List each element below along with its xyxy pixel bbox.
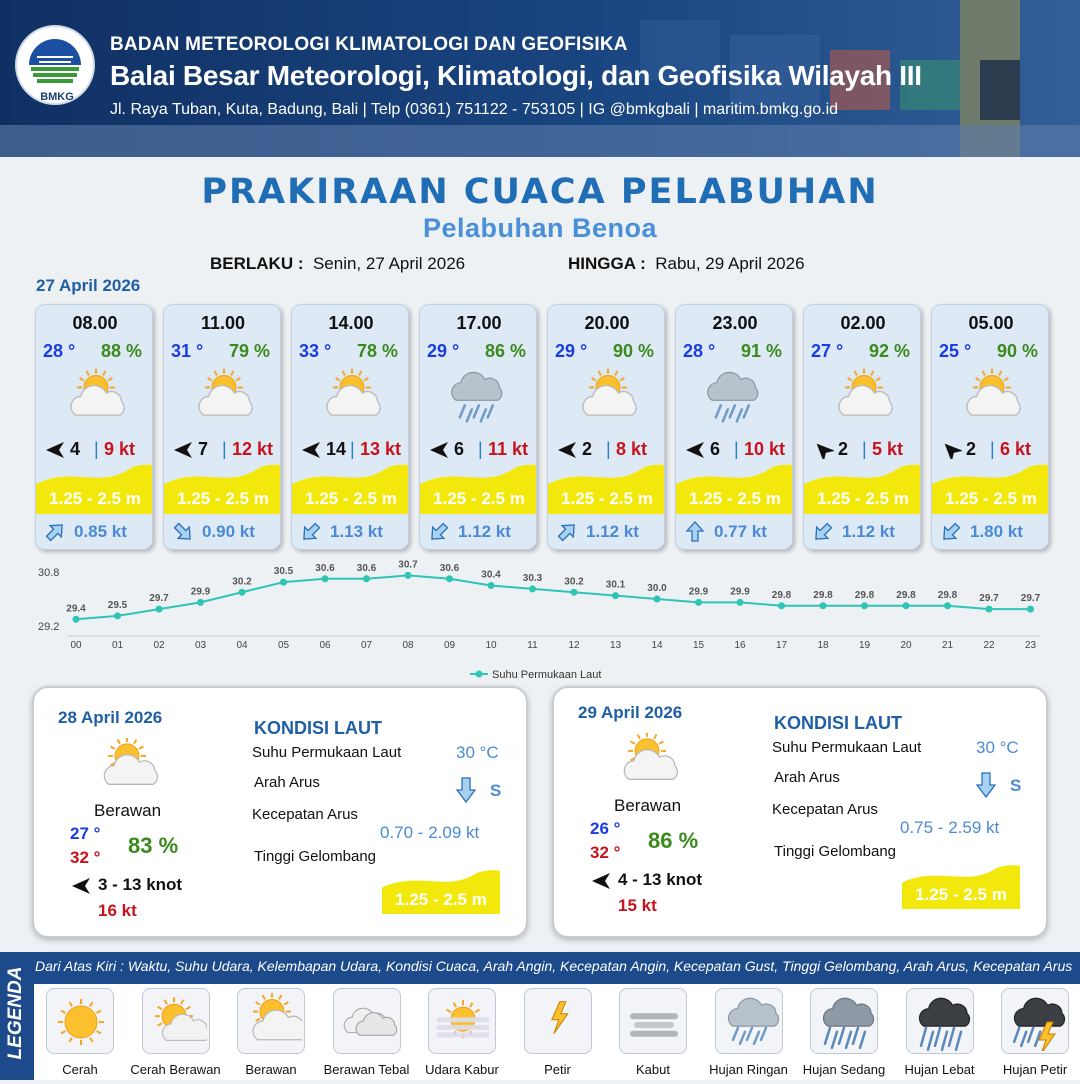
card-separator: |	[734, 439, 739, 459]
legend-item	[227, 988, 315, 1084]
x-tick-label: 01	[111, 640, 124, 651]
x-tick-label: 22	[983, 640, 995, 651]
card-gust: 6 kt	[1000, 439, 1032, 459]
berawan-icon	[186, 367, 262, 431]
day-temp-max: 32 °	[590, 843, 621, 862]
card-humidity: 91 %	[740, 341, 782, 361]
wind-direction-icon	[590, 872, 612, 890]
x-tick-label: 14	[651, 640, 663, 651]
x-tick-label: 20	[900, 640, 912, 651]
data-label: 29.7	[1020, 593, 1041, 605]
card-gust: 12 kt	[232, 439, 274, 459]
card-time: 08.00	[72, 313, 118, 333]
card-temperature: 33 °	[299, 341, 332, 361]
card-gust: 8 kt	[616, 439, 648, 459]
x-tick-label: 18	[817, 640, 829, 651]
data-point	[114, 612, 121, 619]
current-direction-icon	[554, 519, 580, 545]
data-label: 29.8	[813, 589, 833, 601]
day-wind: 4 - 13 knot	[618, 870, 703, 889]
legend-item	[323, 988, 411, 1084]
x-tick-label: 23	[1024, 640, 1037, 651]
data-point	[239, 589, 246, 596]
card-gust: 11 kt	[488, 439, 529, 459]
data-label: 29.8	[854, 589, 875, 601]
current-direction-icon	[682, 519, 708, 545]
x-tick-label: 21	[941, 640, 954, 651]
legend-icon-box	[237, 988, 305, 1054]
legend-item-name: Hujan Petir	[1002, 1062, 1068, 1077]
legend-item-name: Udara Kabur	[425, 1062, 499, 1077]
data-point	[654, 596, 661, 603]
kabut-icon	[624, 993, 684, 1051]
bmkg-logo	[15, 25, 95, 105]
hujan-petir-icon	[1006, 993, 1066, 1051]
y-tick-label: 30.8	[38, 567, 60, 579]
legend-item	[514, 988, 602, 1084]
berawan-tebal-icon	[338, 993, 398, 1051]
data-point	[986, 606, 993, 613]
legend-items	[34, 984, 1080, 1080]
card-humidity: 86 %	[484, 341, 526, 361]
org-name: BADAN METEOROLOGI KLIMATOLOGI DAN GEOFISIKA	[110, 34, 628, 55]
card-time: 02.00	[840, 313, 886, 333]
x-tick-label: 06	[319, 640, 331, 651]
legend-item	[896, 988, 984, 1084]
card-time: 11.00	[200, 313, 246, 333]
sea-condition-title: KONDISI LAUT	[774, 713, 902, 733]
cerah-berawan-icon	[147, 993, 207, 1051]
current-direction-down-icon	[456, 776, 476, 804]
legend-label: LEGENDA	[5, 966, 26, 1060]
berawan-icon	[954, 367, 1030, 431]
legend-item-name: Berawan Tebal	[323, 1062, 410, 1077]
legend-item-name: Hujan Lebat	[904, 1062, 975, 1077]
data-label: 29.9	[190, 586, 211, 598]
valid-from-value: Senin, 27 April 2026	[312, 254, 466, 273]
hujan-ringan-icon	[442, 367, 518, 431]
forecast-card	[35, 304, 153, 550]
berawan-icon	[242, 993, 302, 1051]
data-label: 30.6	[356, 562, 377, 574]
card-time: 23.00	[712, 313, 758, 333]
header-banner	[0, 0, 1080, 157]
x-tick-label: 11	[527, 640, 538, 651]
card-humidity: 90 %	[612, 341, 654, 361]
udara-kabur-icon	[433, 993, 493, 1051]
card-gust: 5 kt	[872, 439, 904, 459]
legend-icon-box	[333, 988, 401, 1054]
legend-icon-box	[46, 988, 114, 1054]
card-humidity: 88 %	[100, 341, 142, 361]
data-point	[695, 599, 702, 606]
card-current-speed: 0.77 kt	[714, 522, 767, 541]
current-direction-icon	[170, 519, 196, 545]
data-point	[612, 592, 619, 599]
wind-direction-icon	[684, 441, 706, 459]
sst-label: Suhu Permukaan Laut	[252, 744, 402, 761]
berawan-icon	[58, 367, 134, 431]
legend-text: Suhu Permukaan Laut	[492, 669, 602, 681]
data-label: 29.9	[730, 586, 750, 598]
data-point	[488, 582, 495, 589]
data-point	[405, 572, 412, 579]
valid-to	[568, 254, 805, 274]
petir-icon	[529, 993, 589, 1051]
data-label: 30.3	[522, 572, 543, 584]
sst-value: 30 °C	[456, 743, 499, 762]
data-label: 29.4	[66, 603, 86, 615]
x-tick-label: 02	[153, 640, 165, 651]
data-point	[446, 575, 453, 582]
day-date: 28 April 2026	[58, 708, 163, 727]
card-separator: |	[94, 439, 99, 459]
data-point	[197, 599, 204, 606]
legend-icon-box	[142, 988, 210, 1054]
legend-item	[609, 988, 697, 1084]
current-direction-label: Arah Arus	[254, 774, 320, 791]
day-temp-max: 32 °	[70, 848, 101, 867]
legend-icon-box	[619, 988, 687, 1054]
day-condition: Berawan	[614, 796, 682, 815]
card-current-speed: 0.85 kt	[74, 522, 127, 541]
data-label: 29.8	[771, 589, 792, 601]
card-wave-height: 1.25 - 2.5 m	[945, 489, 1037, 508]
current-direction-label: Arah Arus	[774, 769, 840, 786]
x-tick-label: 15	[692, 640, 705, 651]
wave-height-value: 1.25 - 2.5 m	[915, 885, 1007, 904]
card-temperature: 27 °	[811, 341, 844, 361]
current-direction-value: S	[490, 781, 502, 800]
page-title: PRAKIRAAN CUACA PELABUHAN	[201, 172, 879, 212]
legend-item	[418, 988, 506, 1084]
data-point	[322, 575, 329, 582]
valid-to-value: Rabu, 29 April 2026	[655, 254, 805, 273]
card-temperature: 28 °	[683, 341, 716, 361]
x-tick-label: 17	[775, 640, 788, 651]
card-gust: 10 kt	[744, 439, 786, 459]
forecast-card	[931, 304, 1049, 550]
day-forecast-box	[552, 686, 1048, 938]
data-point	[156, 606, 163, 613]
legend-icon-box	[428, 988, 496, 1054]
day-temp-min: 27 °	[70, 824, 101, 843]
card-wave-height: 1.25 - 2.5 m	[305, 489, 397, 508]
logo-text: BMKG	[40, 91, 74, 103]
valid-from-label: BERLAKU :	[210, 254, 304, 273]
day-wind: 3 - 13 knot	[98, 875, 183, 894]
contact-info: Jl. Raya Tuban, Kuta, Badung, Bali | Telp (0361) 751122 - 753105 | IG @bmkgbali | maritim.bmkg.go.id	[110, 101, 839, 118]
day-condition: Berawan	[94, 801, 162, 820]
card-wave-height: 1.25 - 2.5 m	[49, 489, 141, 508]
current-direction-icon	[42, 519, 68, 545]
legend-tab	[0, 952, 30, 1080]
card-current-speed: 1.12 kt	[586, 522, 639, 541]
x-tick-label: 13	[609, 640, 622, 651]
data-label: 30.2	[232, 576, 252, 588]
x-tick-label: 05	[277, 640, 290, 651]
card-current-speed: 0.90 kt	[202, 522, 255, 541]
card-wind-speed: 2	[838, 439, 849, 459]
data-label: 29.8	[896, 589, 916, 601]
card-current-speed: 1.13 kt	[330, 522, 383, 541]
x-tick-label: 08	[402, 640, 414, 651]
legend-icon-box	[715, 988, 783, 1054]
card-gust: 13 kt	[360, 439, 402, 459]
wind-direction-icon	[70, 877, 92, 895]
y-tick-label: 29.2	[38, 621, 60, 633]
data-label: 29.7	[979, 593, 999, 605]
data-point	[363, 575, 370, 582]
data-point	[571, 589, 578, 596]
current-direction-icon	[426, 519, 452, 545]
sst-value: 30 °C	[976, 738, 1019, 757]
data-label: 30.4	[481, 569, 501, 581]
legend-item-name: Berawan	[245, 1062, 297, 1077]
data-label: 30.6	[439, 562, 460, 574]
hujan-ringan-icon	[698, 367, 774, 431]
legend-marker	[476, 671, 483, 678]
legend-icon-box	[524, 988, 592, 1054]
wind-direction-icon	[812, 441, 834, 459]
forecast-card	[803, 304, 921, 550]
card-wind-speed: 7	[198, 439, 209, 459]
current-direction-icon	[810, 519, 836, 545]
data-point	[861, 602, 868, 609]
legend-item	[991, 988, 1079, 1084]
legend-icon-box	[1001, 988, 1069, 1054]
data-label: 30.1	[605, 579, 626, 591]
current-direction-value: S	[1010, 776, 1022, 795]
x-tick-label: 19	[858, 640, 871, 651]
data-point	[529, 585, 536, 592]
x-tick-label: 12	[568, 640, 580, 651]
data-label: 30.5	[273, 566, 294, 578]
data-label: 29.8	[937, 589, 958, 601]
wind-direction-icon	[172, 441, 194, 459]
wind-direction-icon	[44, 441, 66, 459]
data-point	[944, 602, 951, 609]
day1-date: 27 April 2026	[36, 276, 141, 295]
day-gust: 15 kt	[618, 896, 657, 915]
day-forecast-box	[32, 686, 528, 938]
forecast-card	[675, 304, 793, 550]
x-tick-label: 09	[443, 640, 456, 651]
card-humidity: 90 %	[996, 341, 1038, 361]
x-tick-label: 04	[236, 640, 248, 651]
wave-height-label: Tinggi Gelombang	[254, 848, 377, 865]
berawan-icon	[92, 738, 162, 794]
day-humidity: 86 %	[648, 828, 699, 853]
data-label: 30.2	[564, 576, 584, 588]
current-direction-down-icon	[976, 771, 996, 799]
card-time: 14.00	[328, 313, 374, 333]
current-speed-label: Kecepatan Arus	[772, 801, 878, 818]
day-date: 29 April 2026	[578, 703, 683, 722]
current-direction-icon	[938, 519, 964, 545]
x-tick-label: 00	[70, 640, 82, 651]
card-wind-speed: 2	[966, 439, 977, 459]
data-label: 30.7	[398, 560, 418, 571]
wave-height-value: 1.25 - 2.5 m	[395, 890, 487, 909]
card-separator: |	[990, 439, 995, 459]
berawan-icon	[570, 367, 646, 431]
card-wind-speed: 6	[710, 439, 721, 459]
card-humidity: 79 %	[228, 341, 270, 361]
card-wind-speed: 4	[70, 439, 81, 459]
card-wind-speed: 2	[582, 439, 593, 459]
legend-item-name: Kabut	[636, 1062, 670, 1077]
hujan-sedang-icon	[815, 993, 875, 1051]
day-temp-min: 26 °	[590, 819, 621, 838]
valid-from	[210, 254, 465, 274]
sst-label: Suhu Permukaan Laut	[772, 739, 922, 756]
sea-condition-title: KONDISI LAUT	[254, 718, 382, 738]
data-point	[820, 602, 827, 609]
berawan-icon	[612, 733, 682, 789]
legend-item-name: Petir	[544, 1062, 571, 1077]
legend-item	[132, 988, 220, 1084]
card-humidity: 92 %	[868, 341, 910, 361]
card-temperature: 29 °	[555, 341, 588, 361]
card-gust: 9 kt	[104, 439, 136, 459]
forecast-card	[163, 304, 281, 550]
current-direction-icon	[298, 519, 324, 545]
card-wave-height: 1.25 - 2.5 m	[561, 489, 653, 508]
cerah-icon	[51, 993, 111, 1051]
card-separator: |	[222, 439, 227, 459]
data-point	[73, 616, 80, 623]
legend-panel	[0, 952, 1080, 1080]
wind-direction-icon	[300, 441, 322, 459]
card-separator: |	[862, 439, 867, 459]
card-humidity: 78 %	[356, 341, 398, 361]
current-speed-value: 0.75 - 2.59 kt	[900, 818, 1000, 837]
legend-item-name: Hujan Sedang	[802, 1062, 886, 1077]
berawan-icon	[826, 367, 902, 431]
legend-item	[800, 988, 888, 1084]
wind-direction-icon	[428, 441, 450, 459]
forecast-card	[547, 304, 665, 550]
card-time: 17.00	[456, 313, 502, 333]
card-separator: |	[606, 439, 611, 459]
card-separator: |	[478, 439, 483, 459]
x-tick-label: 07	[360, 640, 373, 651]
office-name: Balai Besar Meteorologi, Klimatologi, dan Geofisika Wilayah III	[110, 60, 922, 91]
card-temperature: 31 °	[171, 341, 204, 361]
card-wave-height: 1.25 - 2.5 m	[817, 489, 909, 508]
data-point	[737, 599, 744, 606]
card-separator: |	[350, 439, 355, 459]
wind-direction-icon	[940, 441, 962, 459]
hujan-lebat-icon	[911, 993, 971, 1051]
card-time: 05.00	[968, 313, 1014, 333]
card-time: 20.00	[584, 313, 630, 333]
card-wave-height: 1.25 - 2.5 m	[689, 489, 781, 508]
legend-item	[36, 988, 124, 1084]
data-point	[778, 602, 785, 609]
current-speed-label: Kecepatan Arus	[252, 806, 358, 823]
legend-item-name: Cerah Berawan	[130, 1062, 221, 1077]
x-tick-label: 16	[734, 640, 746, 651]
forecast-card	[291, 304, 409, 550]
wave-height-label: Tinggi Gelombang	[774, 843, 897, 860]
card-temperature: 25 °	[939, 341, 972, 361]
data-point	[280, 579, 287, 586]
current-speed-value: 0.70 - 2.09 kt	[380, 823, 480, 842]
page-subtitle: Pelabuhan Benoa	[422, 213, 658, 243]
day-humidity: 83 %	[128, 833, 179, 858]
hujan-ringan-icon	[720, 993, 780, 1051]
card-current-speed: 1.12 kt	[842, 522, 895, 541]
card-wave-height: 1.25 - 2.5 m	[177, 489, 269, 508]
data-point	[1027, 606, 1034, 613]
sst-line-chart	[0, 560, 1080, 690]
card-current-speed: 1.12 kt	[458, 522, 511, 541]
legend-icon-box	[810, 988, 878, 1054]
legend-icon-box	[906, 988, 974, 1054]
data-label: 30.0	[647, 583, 667, 594]
data-label: 29.7	[149, 593, 169, 605]
day-gust: 16 kt	[98, 901, 137, 920]
card-temperature: 28 °	[43, 341, 76, 361]
card-wind-speed: 14	[326, 439, 347, 459]
berawan-icon	[314, 367, 390, 431]
card-wave-height: 1.25 - 2.5 m	[433, 489, 525, 508]
data-label: 30.6	[315, 562, 335, 574]
forecast-card	[419, 304, 537, 550]
x-tick-label: 10	[485, 640, 497, 651]
wind-direction-icon	[556, 441, 578, 459]
valid-to-label: HINGGA :	[568, 254, 646, 273]
legend-info: Dari Atas Kiri : Waktu, Suhu Udara, Kelembapan Udara, Kondisi Cuaca, Arah Angin, Kecepatan Angin, Kecepatan Gust, Tinggi Gelombang, Arah Arus, Kecepatan Arus	[35, 958, 1073, 974]
card-wind-speed: 6	[454, 439, 465, 459]
legend-item-name: Cerah	[62, 1062, 98, 1077]
data-point	[903, 602, 910, 609]
card-current-speed: 1.80 kt	[970, 522, 1023, 541]
card-temperature: 29 °	[427, 341, 460, 361]
x-tick-label: 03	[194, 640, 207, 651]
data-label: 29.9	[688, 586, 709, 598]
data-label: 29.5	[107, 599, 128, 611]
legend-item-name: Hujan Ringan	[709, 1062, 788, 1077]
legend-item	[705, 988, 793, 1084]
